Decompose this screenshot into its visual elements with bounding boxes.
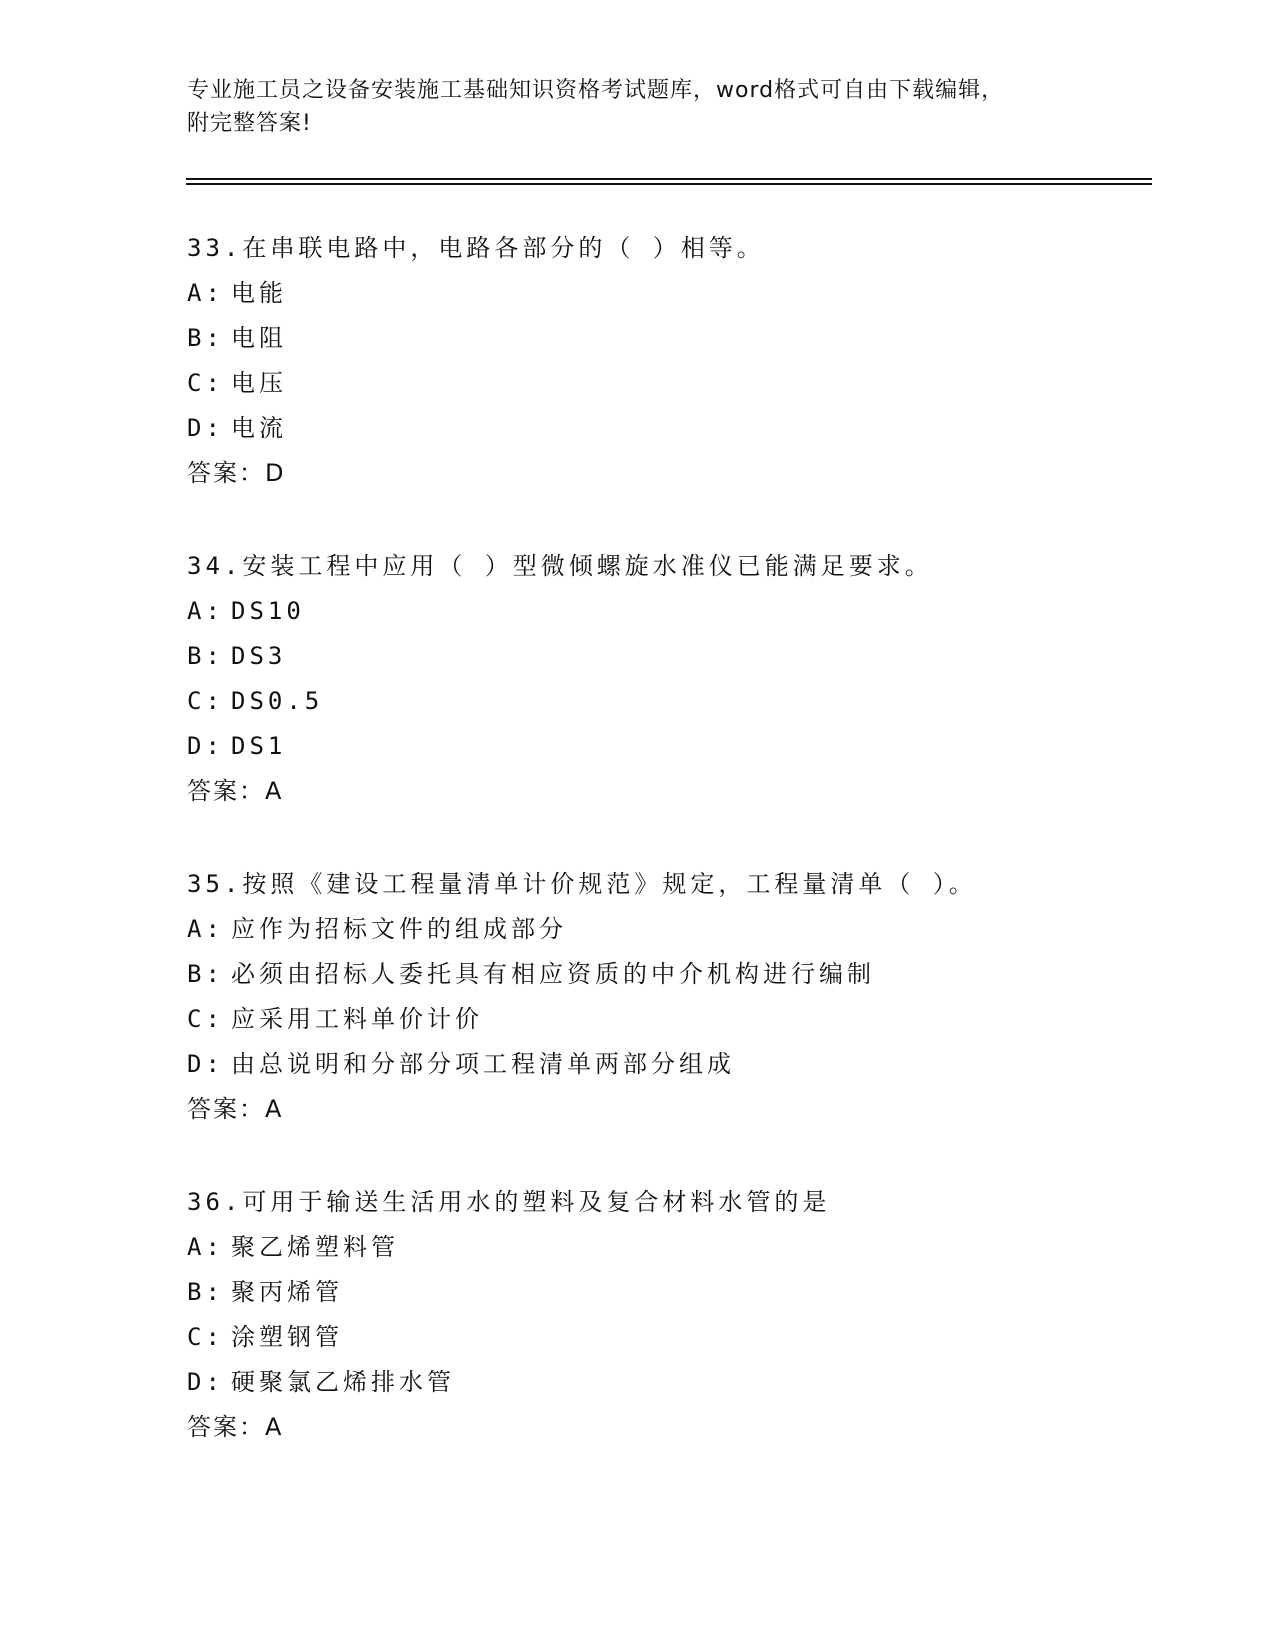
option-text: 由总说明和分部分项工程清单两部分组成 <box>231 1050 735 1078</box>
option-key: A: <box>187 279 224 307</box>
question-list <box>187 226 1147 1498</box>
option-b <box>187 634 1147 679</box>
option-text: 应采用工料单价计价 <box>231 1005 483 1033</box>
question-stem: 33.在串联电路中，电路各部分的（ ）相等。 <box>187 234 765 262</box>
option-text: 应作为招标文件的组成部分 <box>231 915 567 943</box>
option-a <box>187 589 1147 634</box>
question-stem: 34.安装工程中应用（ ）型微倾螺旋水准仪已能满足要求。 <box>187 552 933 580</box>
option-d <box>187 406 1147 451</box>
option-key: C: <box>187 687 224 715</box>
option-key: D: <box>187 414 224 442</box>
option-key: A: <box>187 597 224 625</box>
document-header <box>187 74 1087 140</box>
option-b <box>187 952 1147 997</box>
answer-line: 答案：A <box>187 777 284 805</box>
option-text: 涂塑钢管 <box>231 1323 343 1351</box>
option-text: 聚丙烯管 <box>231 1278 343 1306</box>
option-b <box>187 1270 1147 1315</box>
option-text: 聚乙烯塑料管 <box>231 1233 399 1261</box>
option-c <box>187 361 1147 406</box>
option-key: B: <box>187 324 224 352</box>
option-text: 电能 <box>231 279 287 307</box>
option-a <box>187 271 1147 316</box>
option-text: 硬聚氯乙烯排水管 <box>231 1368 455 1396</box>
option-d <box>187 1360 1147 1405</box>
question-stem: 35.按照《建设工程量清单计价规范》规定，工程量清单（ ）。 <box>187 870 977 898</box>
question-stem: 36.可用于输送生活用水的塑料及复合材料水管的是 <box>187 1188 831 1216</box>
option-c <box>187 997 1147 1042</box>
option-a <box>187 1225 1147 1270</box>
option-text: 必须由招标人委托具有相应资质的中介机构进行编制 <box>231 960 875 988</box>
answer-line: 答案：A <box>187 1095 284 1123</box>
option-key: C: <box>187 369 224 397</box>
option-b <box>187 316 1147 361</box>
option-d <box>187 724 1147 769</box>
option-key: C: <box>187 1323 224 1351</box>
header-line-2: 附完整答案! <box>187 111 312 136</box>
option-key: C: <box>187 1005 224 1033</box>
option-text: DS3 <box>231 642 287 670</box>
option-key: D: <box>187 1050 224 1078</box>
header-divider-bottom <box>186 183 1152 185</box>
option-text: DS1 <box>231 732 287 760</box>
option-text: 电流 <box>231 414 287 442</box>
question-33 <box>187 226 1147 496</box>
option-key: A: <box>187 915 224 943</box>
option-text: 电阻 <box>231 324 287 352</box>
option-key: B: <box>187 960 224 988</box>
option-key: D: <box>187 732 224 760</box>
option-c <box>187 679 1147 724</box>
option-c <box>187 1315 1147 1360</box>
option-text: 电压 <box>231 369 287 397</box>
option-key: B: <box>187 1278 224 1306</box>
option-text: DS0.5 <box>231 687 324 715</box>
answer-line: 答案：A <box>187 1413 284 1441</box>
option-d <box>187 1042 1147 1087</box>
option-key: B: <box>187 642 224 670</box>
option-key: D: <box>187 1368 224 1396</box>
answer-line: 答案：D <box>187 459 286 487</box>
question-36 <box>187 1180 1147 1450</box>
header-divider-top <box>186 178 1152 180</box>
header-line-1: 专业施工员之设备安装施工基础知识资格考试题库，word格式可自由下载编辑， <box>187 78 1005 103</box>
option-a <box>187 907 1147 952</box>
option-text: DS10 <box>231 597 305 625</box>
option-key: A: <box>187 1233 224 1261</box>
question-35 <box>187 862 1147 1132</box>
question-34 <box>187 544 1147 814</box>
